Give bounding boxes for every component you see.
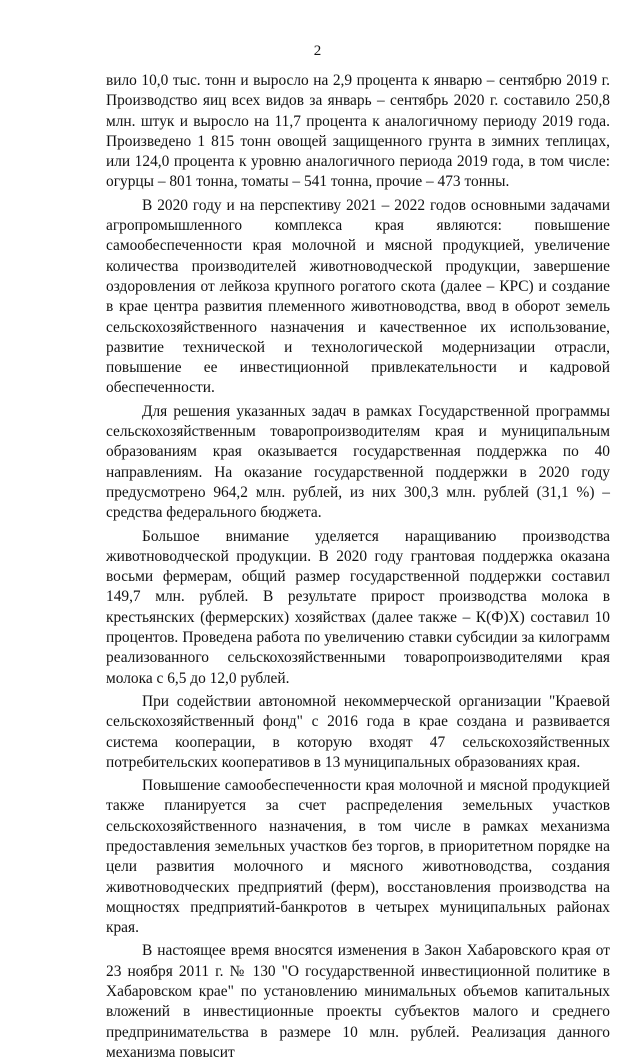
paragraph-production-continuation: вило 10,0 тыс. тонн и выросло на 2,9 процента к январю – сентябрю 2019 г. Производство яиц всех видов за январь – сентябрь 2020 г. составило 250,8 млн. штук и выросло на 11,7 процента к аналогичному периоду 2019 года. Произведено 1 815 тонн овощей защищенного грунта в зимних теплицах, или 124,0 процента к уровню аналогичного периода 2019 года, в том числе: огурцы – 801 тонна, томаты – 541 тонна, прочие – 473 тонны. [106, 72, 610, 191]
paragraph-cooperation-system: При содействии автономной некоммерческой организации "Краевой сельскохозяйственный фонд" с 2016 года в крае создана и развивается система кооперации, в которую входят 47 сельскохозяйственных потребительских кооперативов в 13 муниципальных образованиях края. [106, 692, 610, 771]
document-body [106, 71, 610, 1063]
paragraph-livestock-production: Большое внимание уделяется наращиванию производства животноводческой продукции. В 2020 году грантовая поддержка оказана восьми фермерам, общий размер государственной поддержки составил 149,7 млн. рублей. В результате прирост производства молока в крестьянских (фермерских) хозяйствах (далее также – К(Ф)Х) составил 10 процентов. Проведена работа по увеличению ставки субсидии за килограмм реализованного сельскохозяйственными товаропроизводителями края молока с 6,5 до 12,0 рублей. [106, 527, 610, 687]
paragraph-main-tasks: В 2020 году и на перспективу 2021 – 2022 годов основными задачами агропромышленного комплекса края являются: повышение самообеспеченности края молочной и мясной продукцией, увеличение количества производителей животноводческой продукции, завершение оздоровления от лейкоза крупного рогатого скота (далее – КРС) и создание в крае центра развития племенного животноводства, ввод в оборот земель сельскохозяйственного назначения и качественное их использование, развитие технической и технологической модернизации отрасли, повышение ее инвестиционной привлекательности и кадровой обеспеченности. [106, 196, 610, 397]
paragraph-state-support: Для решения указанных задач в рамках Государственной программы сельскохозяйственным товаропроизводителям края и муниципальным образованиям края оказывается государственная поддержка по 40 направлениям. На оказание государственной поддержки в 2020 году предусмотрено 964,2 млн. рублей, из них 300,3 млн. рублей (31,1 %) – средства федерального бюджета. [106, 402, 610, 522]
page-number: 2 [313, 43, 322, 59]
paragraph-land-distribution: Повышение самообеспеченности края молочной и мясной продукцией также планируется за счет распределения земельных участков сельскохозяйственного назначения, в том числе в рамках механизма предоставления земельных участков без торгов, в приоритетном порядке на цели развития молочного и мясного животноводства, создания животноводческих предприятий (ферм), восстановления производства на мощностях предприятий-банкротов в четырех муниципальных районах края. [106, 777, 610, 937]
paragraph-law-amendments: В настоящее время вносятся изменения в Закон Хабаровского края от 23 ноября 2011 г. № 130 "О государственной инвестиционной политике в Хабаровском крае" по установлению минимальных объемов капитальных вложений в инвестиционные проекты субъектов малого и среднего предпринимательства в размере 10 млн. рублей. Реализация данного механизма повысит [106, 942, 610, 1061]
